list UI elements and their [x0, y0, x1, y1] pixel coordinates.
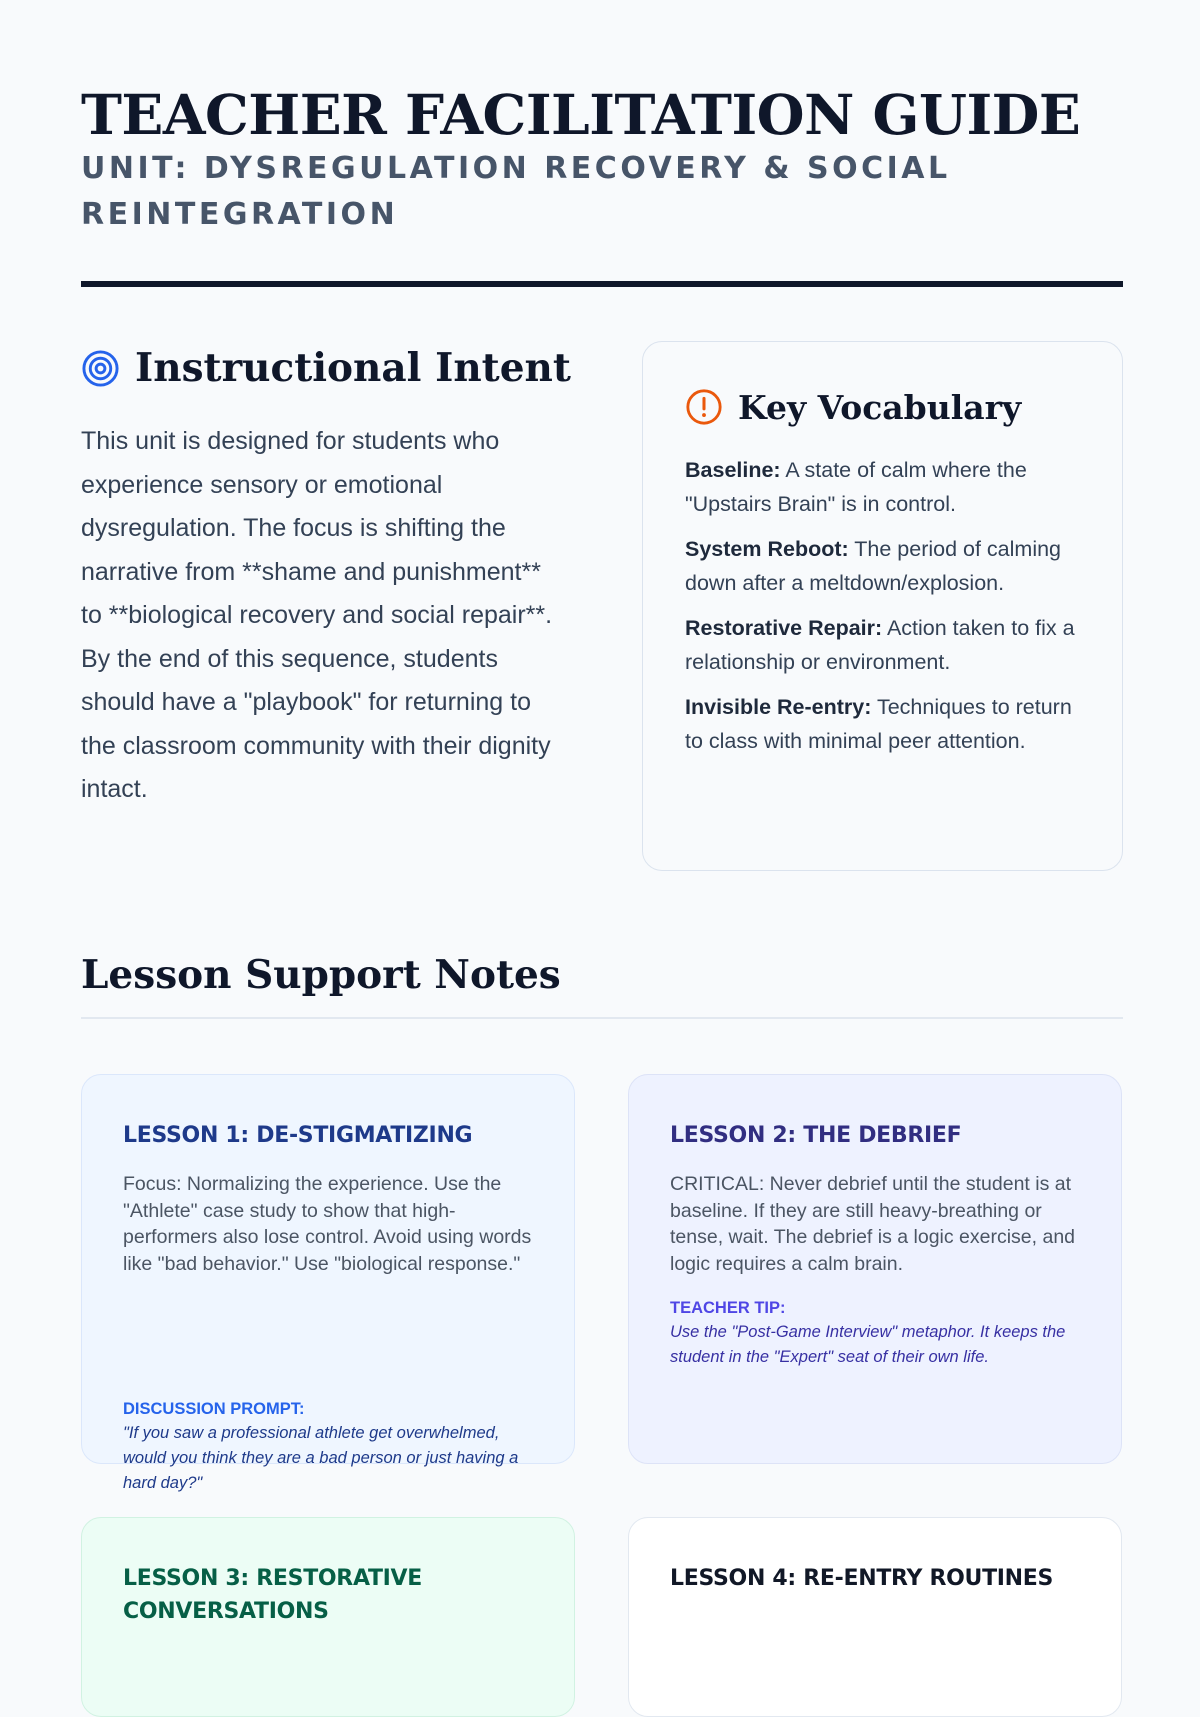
intent-body: This unit is designed for students who experience sensory or emotional dysregulation. The focus is shifting the narrative from **shame and punishment** to **biological recovery and social repair**. By the end of this sequence, students should have a "playbook" for returning to the classroom community with their dignity intact.	[81, 427, 553, 803]
vocab-definition: Action taken to fix a relationship or environment.	[685, 616, 1075, 674]
vocab-list	[685, 454, 1085, 770]
lesson-title: LESSON 3: RESTORATIVE CONVERSATIONS	[123, 1566, 423, 1624]
vocab-definition: The period of calming down after a meltdown/explosion.	[685, 537, 1062, 595]
lesson-title: LESSON 1: DE-STIGMATIZING	[123, 1123, 473, 1148]
intent-heading: Instructional Intent	[135, 345, 571, 391]
vocab-term: Restorative Repair:	[685, 616, 883, 640]
vocab-definition: A state of calm where the "Upstairs Brain" is in control.	[685, 458, 1027, 516]
vocab-term: Baseline:	[685, 458, 781, 482]
target-icon	[81, 349, 120, 388]
lesson-title: LESSON 4: RE-ENTRY ROUTINES	[670, 1566, 1054, 1591]
discussion-prompt-text: "If you saw a professional athlete get overwhelmed, would you think they are a bad person or just having a hard day?"	[123, 1424, 519, 1492]
lessons-heading: Lesson Support Notes	[81, 952, 561, 998]
key-vocabulary-box	[642, 341, 1123, 871]
vocab-term: Invisible Re-entry:	[685, 695, 872, 719]
vocab-header	[685, 382, 1021, 432]
lesson-body: Focus: Normalizing the experience. Use the "Athlete" case study to show that high-performers also lose control. Avoid using words like "bad behavior." Use "biological response."	[123, 1173, 532, 1276]
lesson-card-3	[81, 1517, 575, 1717]
teacher-tip-label: TEACHER TIP:	[670, 1299, 786, 1317]
intent-header	[81, 340, 571, 396]
vocab-item	[685, 691, 1085, 758]
alert-circle-icon	[685, 388, 723, 426]
vocab-term: System Reboot:	[685, 537, 849, 561]
vocab-heading: Key Vocabulary	[738, 387, 1022, 427]
title-divider	[81, 281, 1123, 287]
teacher-tip-text: Use the "Post-Game Interview" metaphor. It keeps the student in the "Expert" seat of their own life.	[670, 1323, 1066, 1366]
discussion-prompt-label: DISCUSSION PROMPT:	[123, 1400, 305, 1418]
lessons-divider	[81, 1017, 1123, 1019]
vocab-item	[685, 612, 1085, 679]
lesson-card-4	[628, 1517, 1122, 1717]
lesson-title: LESSON 2: THE DEBRIEF	[670, 1123, 962, 1148]
vocab-item	[685, 533, 1085, 600]
lesson-card-2	[628, 1074, 1122, 1464]
page-title: TEACHER FACILITATION GUIDE	[81, 82, 1081, 147]
lesson-card-1	[81, 1074, 575, 1492]
lesson-body: CRITICAL: Never debrief until the student is at baseline. If they are still heavy-breathing or tense, wait. The debrief is a logic exercise, and logic requires a calm brain.	[670, 1173, 1076, 1276]
vocab-definition: Techniques to return to class with minimal peer attention.	[685, 695, 1072, 753]
unit-subtitle: UNIT: DYSREGULATION RECOVERY & SOCIAL REINTEGRATION	[81, 151, 951, 232]
vocab-item	[685, 454, 1085, 521]
